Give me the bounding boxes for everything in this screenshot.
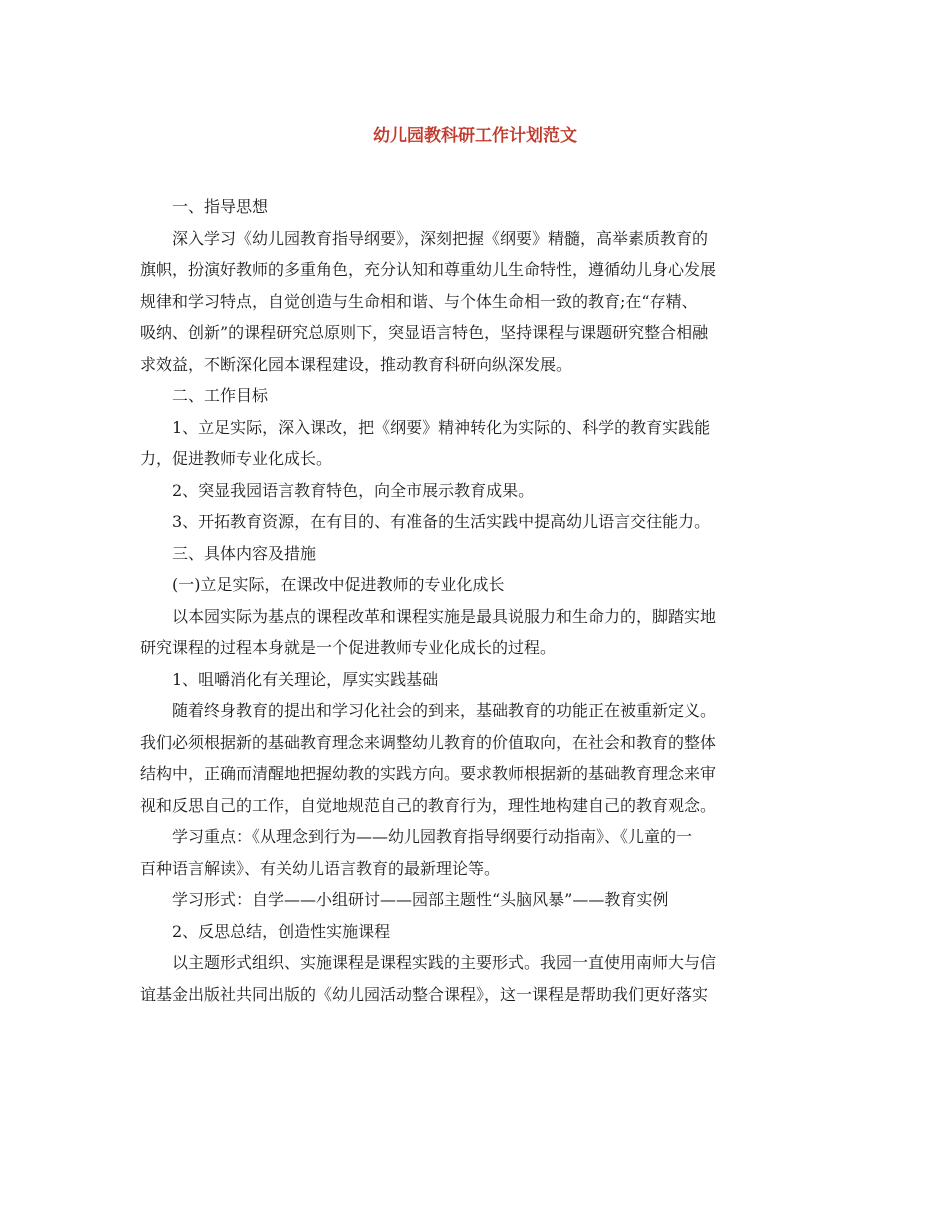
text-line: 三、具体内容及措施 (172, 543, 317, 563)
text-line: 1、立足实际，深入课改，把《纲要》精神转化为实际的、科学的教育实践能 (172, 417, 711, 437)
text-line: 力，促进教师专业化成长。 (140, 449, 333, 468)
text-line: 深入学习《幼儿园教育指导纲要》，深刻把握《纲要》精髓，高举素质教育的 (172, 228, 709, 248)
text-line: 我们必须根据新的基础教育理念来调整幼儿教育的价值取向，在社会和教育的整体 (140, 732, 717, 752)
text-line: 一、指导思想 (172, 197, 269, 216)
text-line: 学习形式：自学——小组研讨——园部主题性“头脑风暴”——教育实例 (172, 890, 669, 909)
text-line: (一)立足实际，在课改中促进教师的专业化成长 (172, 575, 505, 594)
text-line: 1、咀嚼消化有关理论，厚实实践基础 (172, 669, 439, 689)
text-line: 二、工作目标 (172, 386, 269, 405)
text-line: 旗帜，扮演好教师的多重角色，充分认知和尊重幼儿生命特性，遵循幼儿身心发展 (140, 260, 717, 279)
text-line: 3、开拓教育资源，在有目的、有准备的生活实践中提高幼儿语言交往能力。 (172, 512, 711, 531)
text-line: 吸纳、创新”的课程研究总原则下，突显语言特色，坚持课程与课题研究整合相融 (140, 323, 709, 342)
text-line: 求效益，不断深化园本课程建设，推动教育科研向纵深发展。 (140, 354, 573, 374)
document-title: 幼儿园教科研工作计划范文 (373, 126, 577, 146)
document-body (140, 191, 812, 1010)
text-line: 规律和学习特点，自觉创造与生命相和谐、与个体生命相一致的教育;在“存精、 (140, 291, 698, 311)
text-line: 以本园实际为基点的课程改革和课程实施是最具说服力和生命力的，脚踏实地 (172, 606, 717, 626)
text-line: 2、突显我园语言教育特色，向全市展示教育成果。 (172, 480, 535, 500)
text-line: 学习重点：《从理念到行为——幼儿园教育指导纲要行动指南》、《儿童的一 (172, 827, 693, 846)
text-line: 随着终身教育的提出和学习化社会的到来，基础教育的功能正在被重新定义。 (172, 701, 717, 720)
text-line: 以主题形式组织、实施课程是课程实践的主要形式。我园一直使用南师大与信 (172, 953, 717, 972)
text-line: 结构中，正确而清醒地把握幼教的实践方向。要求教师根据新的基础教育理念来审 (140, 764, 717, 783)
text-line: 视和反思自己的工作，自觉地规范自己的教育行为，理性地构建自己的教育观念。 (140, 795, 717, 815)
text-line: 谊基金出版社共同出版的《幼儿园活动整合课程》，这一课程是帮助我们更好落实 (140, 984, 709, 1004)
text-line: 百种语言解读》、有关幼儿语言教育的最新理论等。 (140, 858, 501, 878)
text-line: 研究课程的过程本身就是一个促进教师专业化成长的过程。 (140, 638, 557, 657)
text-line: 2、反思总结，创造性实施课程 (172, 921, 391, 941)
